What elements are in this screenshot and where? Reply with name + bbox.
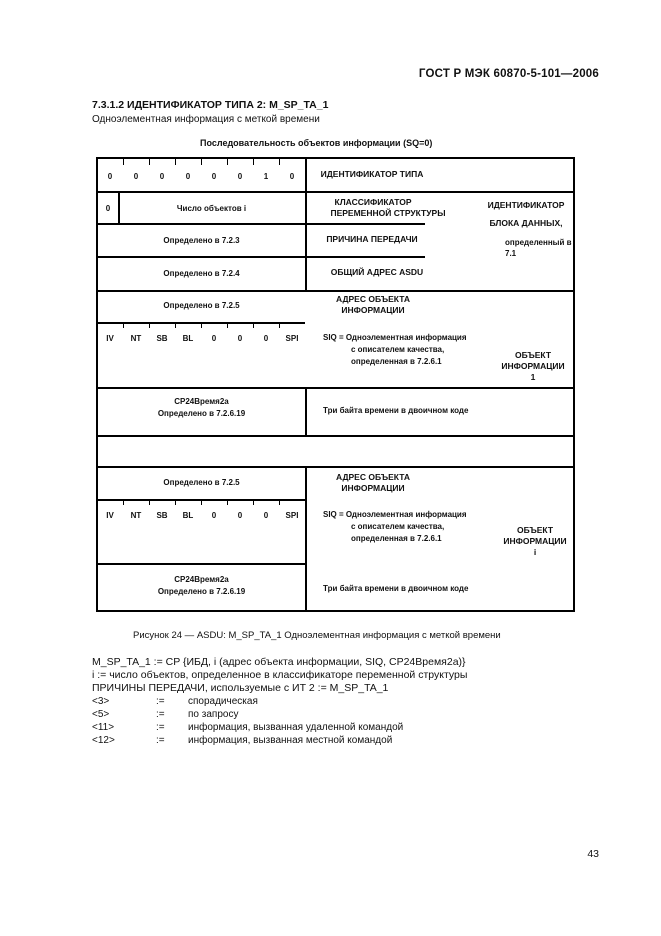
- siq-bit: SB: [156, 511, 168, 520]
- ioa-definition: Определено в 7.2.5: [163, 478, 240, 487]
- time-tag-definition: Определено в 7.2.6.19: [157, 587, 246, 596]
- ioa-definition: Определено в 7.2.5: [163, 301, 240, 310]
- info-object-index: 1: [530, 372, 536, 382]
- siq-note: определенная в 7.2.6.1: [351, 534, 442, 543]
- siq-bit: 0: [237, 334, 243, 343]
- info-object-index: i: [533, 547, 537, 557]
- type-bit: 0: [289, 172, 295, 181]
- ioa-label: ИНФОРМАЦИИ: [341, 305, 405, 315]
- info-object-label: ОБЪЕКТ: [516, 525, 554, 535]
- type-bit: 0: [107, 172, 113, 181]
- siq-bit: 0: [237, 511, 243, 520]
- divider-mid: [305, 387, 307, 435]
- siq-bit: IV: [106, 334, 114, 343]
- type-bit: 0: [159, 172, 165, 181]
- type-bit: 0: [211, 172, 217, 181]
- definition-line: ПРИЧИНЫ ПЕРЕДАЧИ, используемые с ИТ 2 := M_SP_TA_1: [92, 682, 389, 694]
- siq-bit: SB: [156, 334, 168, 343]
- type-bit: 0: [237, 172, 243, 181]
- section-title: 7.3.1.2 ИДЕНТИФИКАТОР ТИПА 2: M_SP_TA_1: [92, 99, 329, 111]
- common-address-label: ОБЩИЙ АДРЕС ASDU: [330, 267, 424, 277]
- time-note: Три байта времени в двоичном коде: [323, 584, 469, 593]
- time-note: Три байта времени в двоичном коде: [323, 406, 469, 415]
- siq-bit: NT: [130, 511, 142, 520]
- siq-note: с описателем качества,: [351, 522, 445, 531]
- time-tag-name: CP24Время2а: [174, 575, 229, 584]
- siq-bit: NT: [130, 334, 142, 343]
- info-object-label: ИНФОРМАЦИИ: [501, 361, 565, 371]
- common-address-definition: Определено в 7.2.4: [163, 269, 240, 278]
- siq-note: SIQ = Одноэлементная информация: [323, 333, 467, 342]
- definition-line: i := число объектов, определенное в классификаторе переменной структуры: [92, 669, 468, 681]
- section-subtitle: Одноэлементная информация с меткой времени: [92, 114, 320, 125]
- data-unit-id-label: ИДЕНТИФИКАТОР: [487, 200, 565, 210]
- time-tag-name: CP24Время2а: [174, 397, 229, 406]
- figure-caption: Рисунок 24 — ASDU: M_SP_TA_1 Одноэлементная информация с меткой времени: [133, 630, 501, 641]
- type-bit: 0: [133, 172, 139, 181]
- cot-definition: Определено в 7.2.3: [163, 236, 240, 245]
- definition-line: M_SP_TA_1 := CP {ИБД, i (адрес объекта информации, SIQ, CP24Время2а)}: [92, 656, 466, 668]
- ioa-label: ИНФОРМАЦИИ: [341, 483, 405, 493]
- info-object-label: ИНФОРМАЦИИ: [503, 536, 567, 546]
- time-tag-definition: Определено в 7.2.6.19: [157, 409, 246, 418]
- vsq-label: КЛАССИФИКАТОР: [334, 197, 412, 207]
- data-unit-id-note: определенный в 7.1: [505, 238, 572, 258]
- cot-label: ПРИЧИНА ПЕРЕДАЧИ: [326, 234, 418, 244]
- siq-bit: 0: [263, 511, 269, 520]
- type-bit: 0: [185, 172, 191, 181]
- number-of-objects: Число объектов i: [176, 204, 247, 213]
- document-header: ГОСТ Р МЭК 60870-5-101—2006: [418, 68, 599, 80]
- siq-note: определенная в 7.2.6.1: [351, 357, 442, 366]
- ioa-label: АДРЕС ОБЪЕКТА: [335, 472, 410, 482]
- siq-bit: 0: [211, 511, 217, 520]
- info-object-label: ОБЪЕКТ: [514, 350, 552, 360]
- siq-bit: SPI: [285, 334, 299, 343]
- sq-bit: 0: [105, 204, 111, 213]
- siq-note: SIQ = Одноэлементная информация: [323, 510, 467, 519]
- siq-bit: BL: [182, 511, 194, 520]
- diagram-caption: Последовательность объектов информации (SQ=0): [200, 138, 433, 148]
- vsq-label: ПЕРЕМЕННОЙ СТРУКТУРЫ: [330, 208, 446, 218]
- data-unit-id-label: БЛОКА ДАННЫХ,: [489, 218, 563, 228]
- siq-bit: BL: [182, 334, 194, 343]
- type-id-label: ИДЕНТИФИКАТОР ТИПА: [320, 169, 424, 179]
- siq-bit: 0: [263, 334, 269, 343]
- siq-bit: 0: [211, 334, 217, 343]
- asdu-diagram: [96, 157, 575, 612]
- siq-bit: IV: [106, 511, 114, 520]
- ioa-label: АДРЕС ОБЪЕКТА: [335, 294, 410, 304]
- divider-bottom: [305, 466, 307, 612]
- page-number: 43: [587, 848, 599, 860]
- siq-note: с описателем качества,: [351, 345, 445, 354]
- siq-bit: SPI: [285, 511, 299, 520]
- type-bit: 1: [263, 172, 269, 181]
